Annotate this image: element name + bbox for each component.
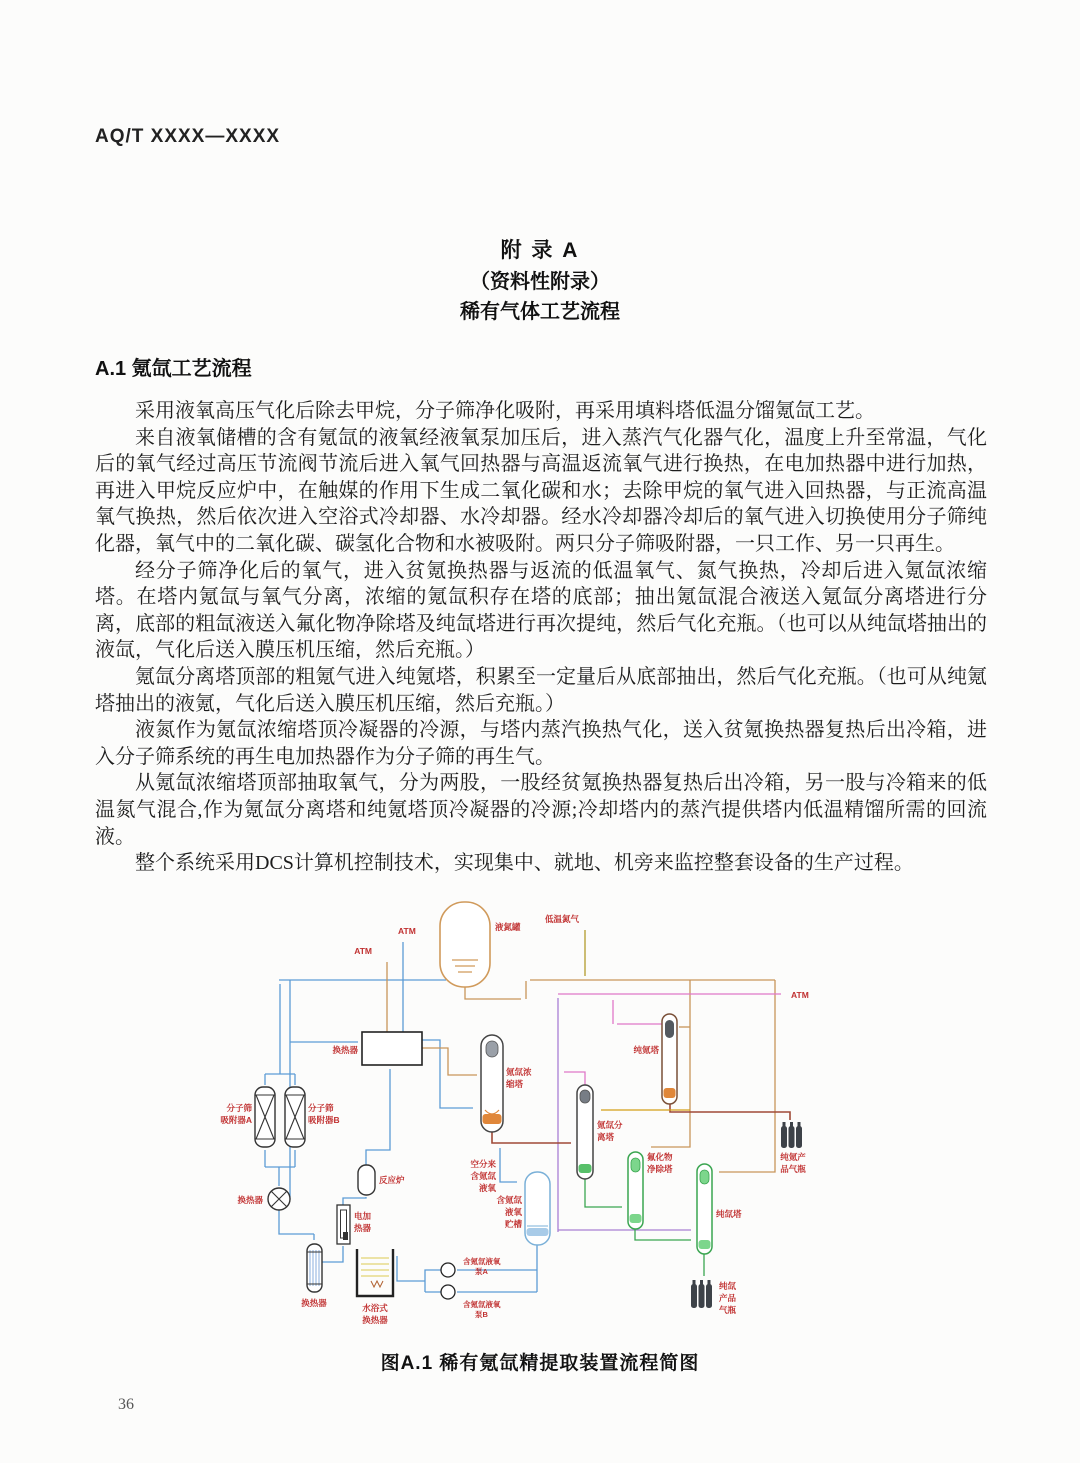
figure-caption: 图A.1 稀有氪氙精提取装置流程简图 [380, 1353, 700, 1374]
ms-a-label-1: 分子筛 [226, 1103, 252, 1113]
appendix-title: 附 录 A [500, 239, 580, 262]
lox-pump-b [441, 1285, 455, 1299]
standard-number: AQ/T XXXX—XXXX [95, 126, 281, 147]
feed-label-1: 空分来 [470, 1159, 496, 1169]
conc-column-label-1: 氪氙浓 [506, 1067, 532, 1077]
ms-b-label-2: 吸附器B [308, 1115, 340, 1125]
lox-tank-label-3: 贮槽 [504, 1219, 522, 1229]
lox-storage-tank [525, 1172, 550, 1245]
sep-column-label-2: 离塔 [597, 1132, 615, 1142]
paragraph-4: 氪氙分离塔顶部的粗氪气进入纯氪塔，积累至一定量后从底部抽出，然后气化充瓶。（也可从纯氪塔抽出的液氪，气化后送入膜压机压缩，然后充瓶。） [95, 665, 987, 715]
page-number: 36 [118, 1396, 134, 1413]
fluoride-removal-column [628, 1152, 643, 1229]
krypton-xenon-separation-column [577, 1085, 593, 1179]
blower-heat-exchanger [268, 1188, 290, 1210]
wbath-label-1: 水浴式 [362, 1303, 388, 1313]
xe-cyl-label-2: 产品 [719, 1293, 737, 1303]
eheater-label-1: 电加 [354, 1211, 372, 1221]
kr-cyl-label-2: 品气瓶 [780, 1164, 806, 1174]
molecular-sieve-adsorber-b [285, 1087, 305, 1147]
feed-label-2: 含氪氙 [470, 1171, 496, 1181]
wbath-label-2: 换热器 [362, 1315, 388, 1325]
paragraph-6: 从氪氙浓缩塔顶部抽取氧气，分为两股，一股经贫氪换热器复热后出冷箱，另一股与冷箱来的低温氮气混合,作为氪氙分离塔和纯氪塔顶冷凝器的冷源;冷却塔内的蒸汽提供塔内低温精馏所需的回流液。 [95, 772, 987, 848]
paragraph-3: 经分子筛净化后的氧气，进入贫氪换热器与返流的低温氧气、氮气换热，冷却后进入氪氙浓缩塔。在塔内氪氙与氧气分离，浓缩的氪氙积存在塔的底部；抽出氪氙混合液送入氪氙分离塔进行分离，底部的粗氙液送入氟化物净除塔及纯氙塔进行再次提纯，然后气化充瓶。（也可以从纯氙塔抽出的液氙，气化后送入膜压机压缩，然后充瓶。） [95, 559, 987, 662]
methane-reactor [358, 1165, 375, 1195]
blower-hx-label: 换热器 [237, 1195, 263, 1205]
pure-kr-label: 纯氪塔 [633, 1045, 659, 1055]
process-flow-diagram [215, 882, 855, 1342]
appendix-subtitle: （资料性附录） [470, 271, 610, 293]
paragraph-2: 来自液氧储槽的含有氪氙的液氧经液氧泵加压后，进入蒸汽气化器气化，温度上升至常温，气化后的氧气经过高压节流阀节流后进入氧气回热器与高温返流氧气进行换热，在电加热器中进行加热，再进入甲烷反应炉中，在触媒的作用下生成二氧化碳和水；去除甲烷的氧气进入回热器，与正流高温氧气换热，然后依次进入空浴式冷却器、水冷却器。经水冷却器冷却后的氧气进入切换使用分子筛纯化器，氧气中的二氧化碳、碳氢化合物和水被吸附。两只分子筛吸附器，一只工作、另一只再生。 [95, 426, 987, 555]
pump-a-label-1: 含氪氙液氧 [463, 1257, 501, 1266]
main-heat-exchanger [362, 1032, 422, 1065]
paragraph-1: 采用液氧高压气化后除去甲烷，分子筛净化吸附，再采用填料塔低温分馏氪氙工艺。 [135, 400, 875, 422]
section-heading: A.1 氪氙工艺流程 [95, 358, 252, 380]
reactor-label: 反应炉 [379, 1175, 405, 1185]
pure-xenon-column [697, 1164, 712, 1254]
molecular-sieve-adsorber-a [255, 1087, 275, 1147]
ms-b-label-1: 分子筛 [308, 1103, 334, 1113]
fluoride-label-1: 氟化物 [647, 1152, 673, 1162]
xenon-product-cylinders [691, 1280, 712, 1308]
xenon-lines-green [585, 1179, 704, 1276]
krypton-xenon-concentration-column [481, 1035, 503, 1132]
pump-a-label-2: 泵A [475, 1267, 488, 1276]
conc-column-label-2: 缩塔 [506, 1079, 524, 1089]
main-hx-label: 换热器 [332, 1045, 358, 1055]
pure-xe-label: 纯氙塔 [716, 1209, 742, 1219]
mid-heat-exchanger [307, 1244, 322, 1292]
lin-tank-label: 液氮罐 [495, 922, 521, 932]
sep-column-label-1: 氪氙分 [597, 1120, 623, 1130]
body-text [95, 398, 987, 877]
water-bath-heat-exchanger [357, 1249, 393, 1296]
appendix-topic: 稀有气体工艺流程 [460, 301, 620, 323]
atm-label-2: ATM [398, 926, 416, 936]
ms-a-label-2: 吸附器A [220, 1115, 252, 1125]
electric-heater [337, 1205, 350, 1244]
paragraph-7: 整个系统采用DCS计算机控制技术，实现集中、就地、机旁来监控整套设备的生产过程。 [135, 852, 914, 875]
xe-cyl-label-1: 纯氙 [719, 1281, 737, 1291]
lin-tank [440, 902, 490, 987]
eheater-label-2: 热器 [354, 1223, 372, 1233]
mid-hx-label: 换热器 [301, 1298, 327, 1308]
kr-cyl-label-1: 纯氪产 [780, 1152, 806, 1162]
pump-b-label-2: 泵B [475, 1310, 488, 1319]
fluoride-label-2: 净除塔 [647, 1164, 673, 1174]
lox-tank-label-1: 含氪氙 [496, 1195, 522, 1205]
pump-b-label-1: 含氪氙液氧 [463, 1300, 501, 1309]
pure-krypton-column [662, 1014, 677, 1104]
lox-pump-a [441, 1263, 455, 1277]
paragraph-5: 液氮作为氪氙浓缩塔顶冷凝器的冷源，与塔内蒸汽换热气化，送入贫氪换热器复热后出冷箱，进入分子筛系统的再生电加热器作为分子筛的再生气。 [95, 719, 987, 768]
xe-cyl-label-3: 气瓶 [719, 1305, 737, 1315]
atm-label-3: ATM [791, 990, 809, 1000]
feed-label-3: 液氧 [478, 1183, 496, 1193]
cold-n2-label: 低温氮气 [545, 914, 580, 924]
krypton-product-cylinders [781, 1122, 802, 1148]
flow-diagram-svg [215, 882, 855, 1342]
lox-tank-label-2: 液氧 [504, 1207, 522, 1217]
atm-label-1: ATM [354, 946, 372, 956]
